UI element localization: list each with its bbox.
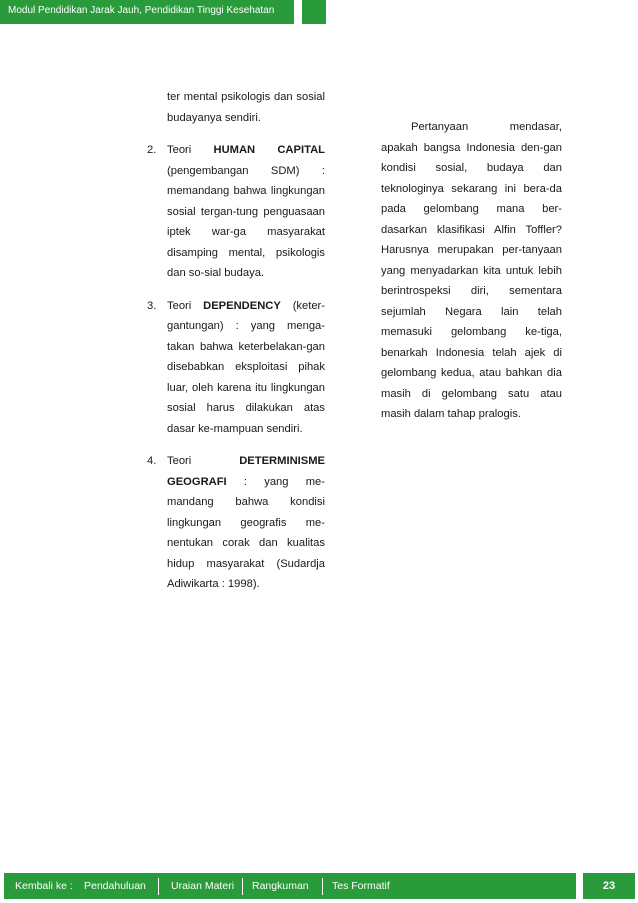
list-item-determinisme-geografi — [147, 451, 325, 595]
item-prefix: Teori — [167, 144, 192, 156]
right-column — [381, 117, 562, 425]
item-text: : yang me-mandang bahwa kondisi lingkungan geografis me-nentukan corak dan kualitas hidup masyarakat (Sudardja Adiwikarta : 1998). — [167, 475, 325, 590]
item-term: DETERMINISME GEOGRAFI — [167, 455, 325, 488]
item-prefix: Teori — [167, 299, 192, 312]
nav-link-rangkuman[interactable]: Rangkuman — [252, 880, 309, 892]
list-number: 3. — [147, 299, 157, 312]
item-term: DEPENDENCY — [203, 299, 281, 312]
page-number-box — [583, 873, 635, 899]
nav-separator — [322, 878, 323, 895]
header-decoration — [302, 0, 326, 24]
nav-separator — [242, 878, 243, 895]
continuation-text: ter mental psikologis dan sosial budayanya sendiri. — [167, 91, 325, 124]
list-number: 4. — [147, 455, 157, 467]
nav-link-uraian-materi[interactable]: Uraian Materi — [171, 880, 235, 892]
body-paragraph: Pertanyaan mendasar, apakah bangsa Indonesia den-gan kondisi sosial, budaya dan teknologinya sekarang ini bera-da pada gelombang mana ber-dasarkan klasifikasi Alfin Toffler? Harusnya merupakan per-tanyaan yang menyadarkan kita untuk lebih berintrospeksi diri, sementara sejumlah Negara lain telah memasuki gelombang ke-tiga, benarkah Indonesia telah ajek di gelombang kedua, atau bahkan dia masih di gelombang satu atau masih dalam tahap pralogis. — [381, 121, 562, 420]
module-title: Modul Pendidikan Jarak Jauh, Pendidikan Tinggi Kesehatan — [8, 5, 275, 16]
header-bar — [0, 0, 294, 24]
item-text: (keter-gantungan) : yang menga-takan bahwa keterbelakan-gan disebabkan eksploitasi pihak luar, oleh karena itu lingkungan sosial harus dilakukan atas dasar ke-mampuan sendiri. — [167, 299, 326, 435]
back-label: Kembali ke : — [15, 880, 73, 892]
nav-link-tes-formatif[interactable]: Tes Formatif — [332, 880, 390, 892]
list-item-dependency — [147, 296, 325, 440]
list-item-human-capital — [147, 140, 325, 284]
left-column — [147, 87, 325, 607]
nav-separator — [158, 878, 159, 895]
item-prefix: Teori — [167, 455, 192, 467]
page-number: 23 — [602, 880, 616, 892]
list-number: 2. — [147, 144, 157, 156]
footer-nav — [4, 873, 576, 899]
item-text: (pengembangan SDM) : memandang bahwa lingkungan sosial tergan-tung penguasaan iptek war-ga masyarakat disamping mental, psikologis dan so-sial budaya. — [167, 164, 325, 279]
item-term: HUMAN CAPITAL — [213, 144, 325, 156]
nav-link-pendahuluan[interactable]: Pendahuluan — [84, 880, 146, 892]
